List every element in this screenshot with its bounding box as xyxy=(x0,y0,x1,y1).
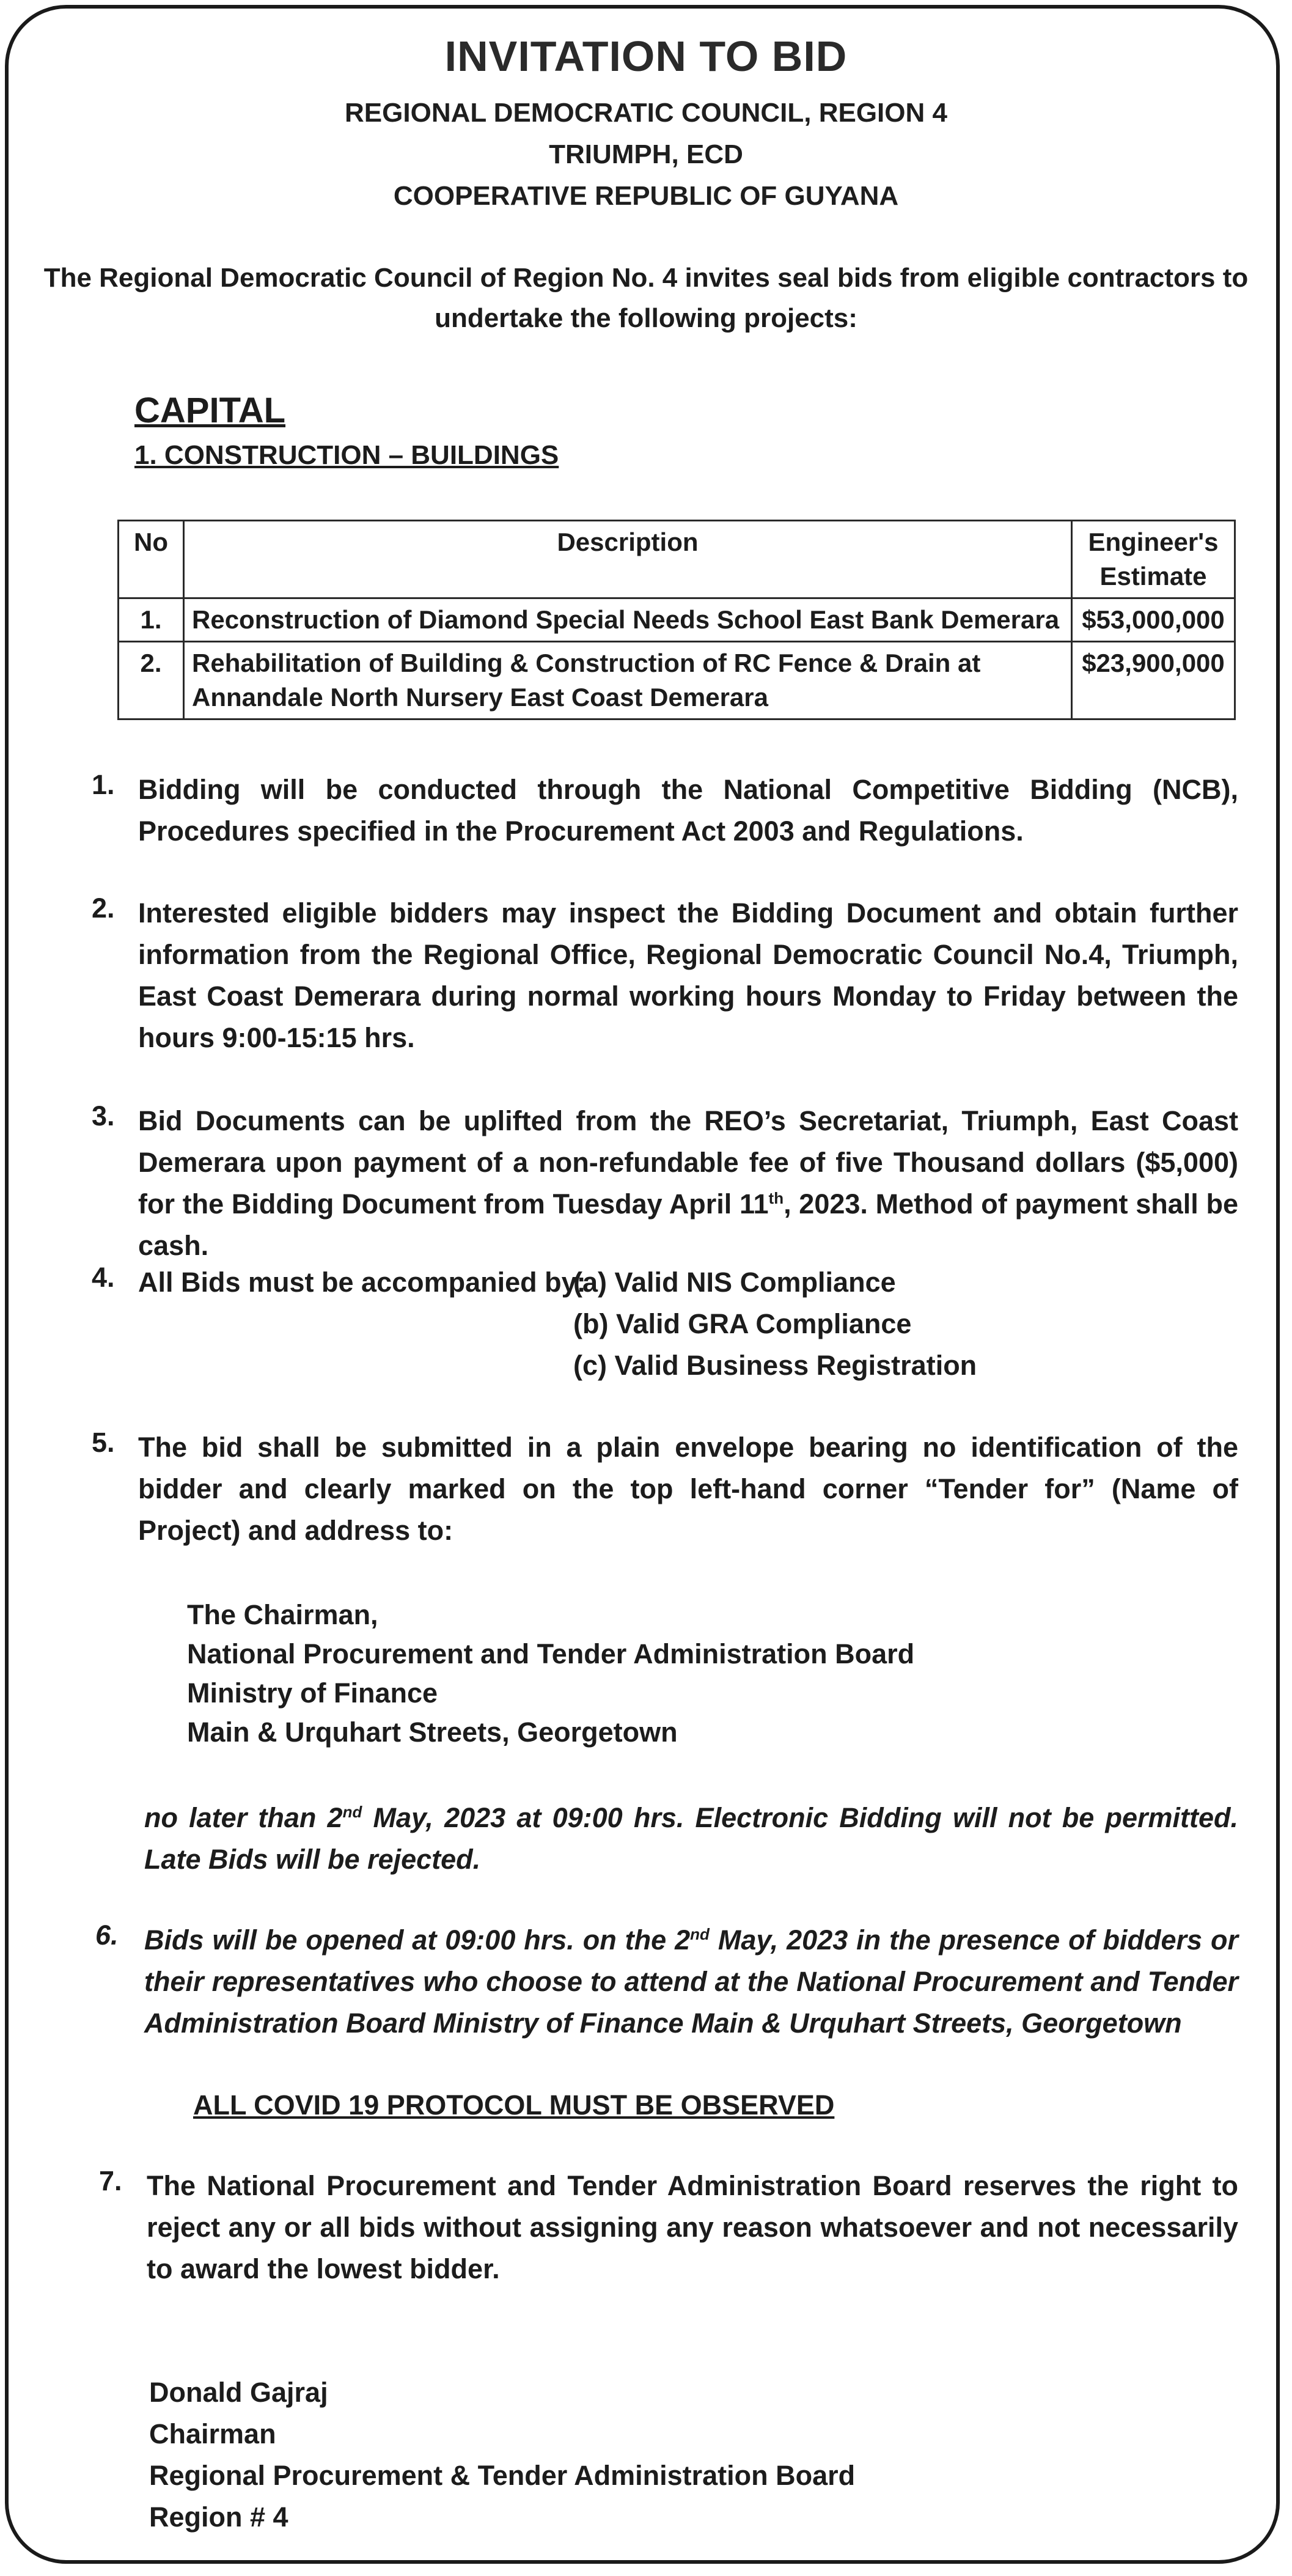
row-description: Rehabilitation of Building & Construction of RC Fence & Drain at Annandale North Nursery East Coast Demerara xyxy=(184,642,1072,719)
deadline-a: no later than 2 xyxy=(144,1802,343,1833)
item-6-text-a: Bids will be opened at 09:00 hrs. on the 2 xyxy=(144,1924,691,1956)
item-3-sup: th xyxy=(768,1189,784,1207)
section-subtitle: 1. CONSTRUCTION – BUILDINGS xyxy=(134,440,559,470)
deadline-text xyxy=(144,1797,1238,1880)
item-3-text-a: Bid Documents can be uplifted from the REO’s Secretariat, Triumph, East Coast Demerara upon payment of a non-refundable fee of five Thousand dollars ($5,000) for the Bidding Document from Tuesday April 11 xyxy=(138,1105,1238,1220)
row-no: 2. xyxy=(119,642,184,719)
row-no: 1. xyxy=(119,598,184,642)
header-line-country: COOPERATIVE REPUBLIC OF GUYANA xyxy=(393,181,899,211)
item-6-text xyxy=(144,1919,1238,2044)
item-3-text-b: , 2023. Method of payment shall be cash. xyxy=(138,1188,1238,1261)
signatory-name: Donald Gajraj xyxy=(149,2377,328,2408)
document-title: INVITATION TO BID xyxy=(444,32,848,80)
item-4-lead: All Bids must be accompanied by: xyxy=(138,1267,586,1298)
item-6-text-b: May, 2023 in the presence of bidders or their representatives who choose to attend at the National Procurement and Tender Administration Board Ministry of Finance Main & Urquhart Streets, Georgetown xyxy=(144,1924,1238,2039)
header-line-location: TRIUMPH, ECD xyxy=(549,139,743,169)
address-line: National Procurement and Tender Administration Board xyxy=(187,1638,915,1669)
table-header-row xyxy=(119,521,1235,598)
address-line: Ministry of Finance xyxy=(187,1677,438,1709)
item-6-sup: nd xyxy=(690,1925,710,1943)
signatory-title: Chairman xyxy=(149,2418,276,2449)
header-line-council: REGIONAL DEMOCRATIC COUNCIL, REGION 4 xyxy=(345,98,947,128)
address-line: Main & Urquhart Streets, Georgetown xyxy=(187,1717,678,1748)
requirement-c: (c) Valid Business Registration xyxy=(573,1350,977,1381)
item-number: 3. xyxy=(92,1100,115,1132)
header-estimate: Engineer's Estimate xyxy=(1072,521,1235,598)
item-number: 2. xyxy=(92,892,115,924)
item-number: 7. xyxy=(99,2165,122,2196)
requirement-b: (b) Valid GRA Compliance xyxy=(573,1308,912,1339)
projects-table xyxy=(117,520,1236,720)
section-title: CAPITAL xyxy=(134,391,286,430)
address-line: The Chairman, xyxy=(187,1599,378,1630)
intro-paragraph: The Regional Democratic Council of Region No. 4 invites seal bids from eligible contractors to undertake the following projects: xyxy=(43,263,1249,333)
header-no: No xyxy=(119,521,184,598)
item-1-text: Bidding will be conducted through the National Competitive Bidding (NCB), Procedures specified in the Procurement Act 2003 and Regulations. xyxy=(138,774,1238,847)
row-estimate: $53,000,000 xyxy=(1072,598,1235,642)
item-5-text: The bid shall be submitted in a plain envelope bearing no identification of the bidder and clearly marked on the top left-hand corner “Tender for” (Name of Project) and address to: xyxy=(138,1432,1238,1546)
table-row xyxy=(119,642,1235,719)
signatory-region: Region # 4 xyxy=(149,2501,288,2533)
row-description: Reconstruction of Diamond Special Needs School East Bank Demerara xyxy=(184,598,1072,642)
item-number: 6. xyxy=(95,1919,119,1951)
requirement-a: (a) Valid NIS Compliance xyxy=(573,1267,896,1298)
signatory-board: Regional Procurement & Tender Administration Board xyxy=(149,2460,856,2491)
item-number: 4. xyxy=(92,1262,115,1293)
item-3-text xyxy=(138,1100,1238,1267)
item-7-text: The National Procurement and Tender Administration Board reserves the right to reject any or all bids without assigning any reason whatsoever and not necessarily to award the lowest bidder. xyxy=(147,2170,1238,2284)
deadline-sup: nd xyxy=(342,1803,362,1821)
item-number: 5. xyxy=(92,1427,115,1458)
row-estimate: $23,900,000 xyxy=(1072,642,1235,719)
header-description: Description xyxy=(184,521,1072,598)
deadline-b: May, 2023 at 09:00 hrs. Electronic Bidding will not be permitted. Late Bids will be rejected. xyxy=(144,1802,1238,1875)
item-2-text: Interested eligible bidders may inspect the Bidding Document and obtain further information from the Regional Office, Regional Democratic Council No.4, Triumph, East Coast Demerara during normal working hours Monday to Friday between the hours 9:00-15:15 hrs. xyxy=(138,897,1238,1053)
table-row xyxy=(119,598,1235,642)
item-number: 1. xyxy=(92,769,115,800)
covid-notice: ALL COVID 19 PROTOCOL MUST BE OBSERVED xyxy=(193,2089,835,2121)
